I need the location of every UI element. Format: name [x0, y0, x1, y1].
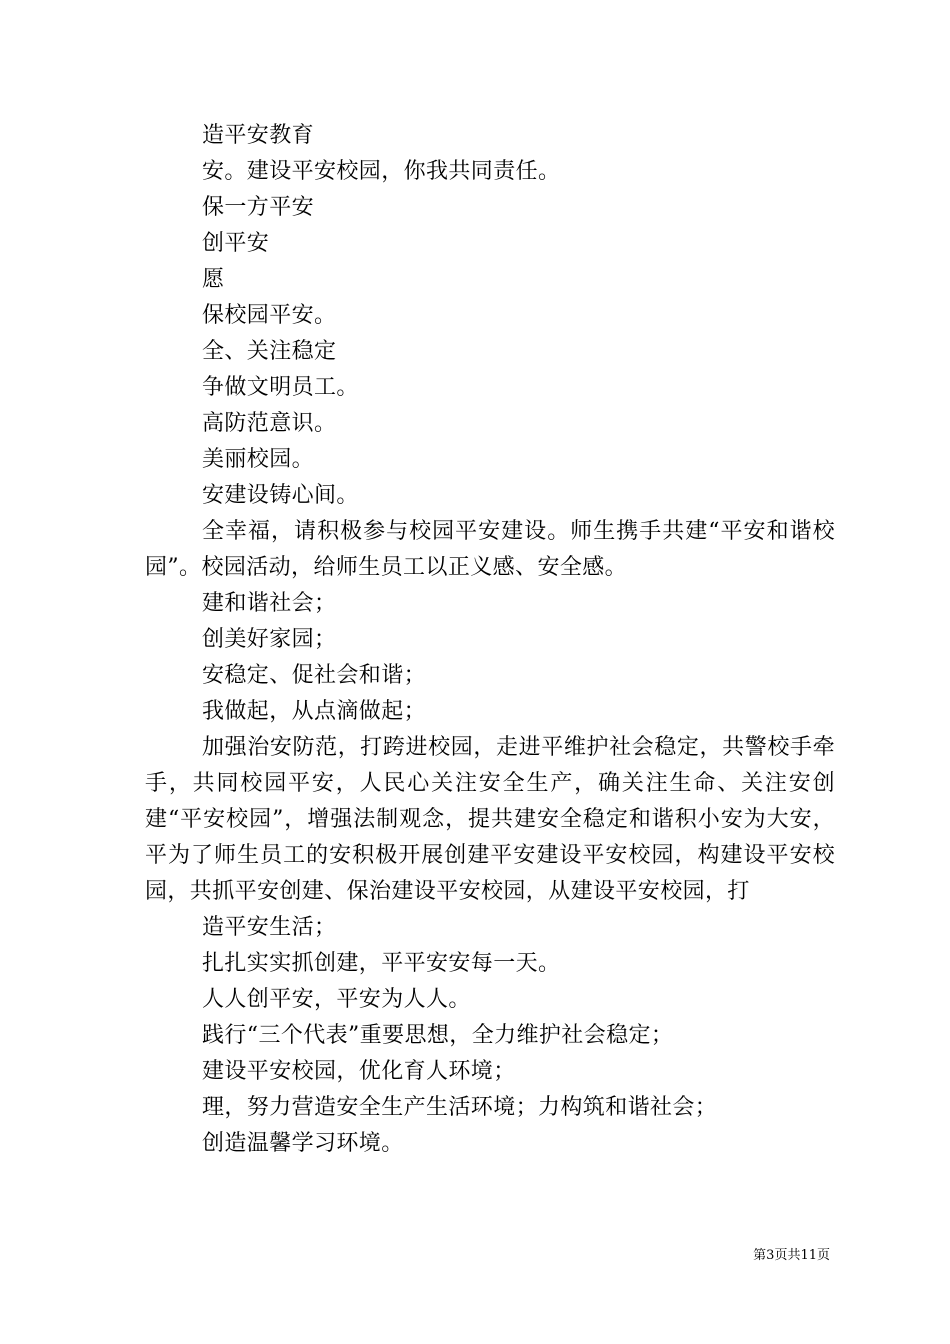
- paragraph: 造平安教育: [202, 123, 315, 148]
- paragraph: 我做起，从点滴做起；: [202, 699, 427, 724]
- paragraph: 保一方平安: [202, 195, 315, 220]
- paragraph: 理，努力营造安全生产生活环境；力构筑和谐社会；: [202, 1095, 718, 1120]
- document-body: [145, 118, 835, 1162]
- paragraph: 扎扎实实抓创建，平平安安每一天。: [202, 951, 561, 976]
- paragraph: 践行“三个代表”重要思想，全力维护社会稳定；: [202, 1023, 674, 1048]
- paragraph: 愿: [202, 267, 225, 292]
- page-number: 第3页共11页: [753, 1248, 830, 1263]
- paragraph: 创平安: [202, 231, 270, 256]
- paragraph: 造平安生活；: [202, 915, 337, 940]
- paragraph: 高防范意识。: [202, 411, 337, 436]
- paragraph: 全、关注稳定: [202, 339, 337, 364]
- paragraph: 建和谐社会；: [202, 591, 337, 616]
- paragraph: 安建设铸心间。: [202, 483, 359, 508]
- paragraph: 保校园平安。: [202, 303, 337, 328]
- paragraph: 安稳定、促社会和谐；: [202, 663, 427, 688]
- paragraph: 创造温馨学习环境。: [202, 1131, 404, 1156]
- paragraph: 美丽校园。: [202, 447, 315, 472]
- paragraph: 加强治安防范，打跨进校园，走进平维护社会稳定，共警校手牵手，共同校园平安，人民心关注安全生产，确关注生命、关注安创建“平安校园”，增强法制观念，提共建安全稳定和谐积小安为大安，平为了师生员工的安积极开展创建平安建设平安校园，构建设平安校园，共抓平安创建、保治建设平安校园，从建设平安校园，打: [145, 735, 835, 904]
- paragraph: 人人创平安，平安为人人。: [202, 987, 471, 1012]
- paragraph: 建设平安校园，优化育人环境；: [202, 1059, 516, 1084]
- paragraph: 安。建设平安校园，你我共同责任。: [202, 159, 561, 184]
- paragraph: 创美好家园；: [202, 627, 337, 652]
- paragraph: 全幸福，请积极参与校园平安建设。师生携手共建“平安和谐校园”。校园活动，给师生员工以正义感、安全感。: [145, 519, 835, 580]
- paragraph: 争做文明员工。: [202, 375, 359, 400]
